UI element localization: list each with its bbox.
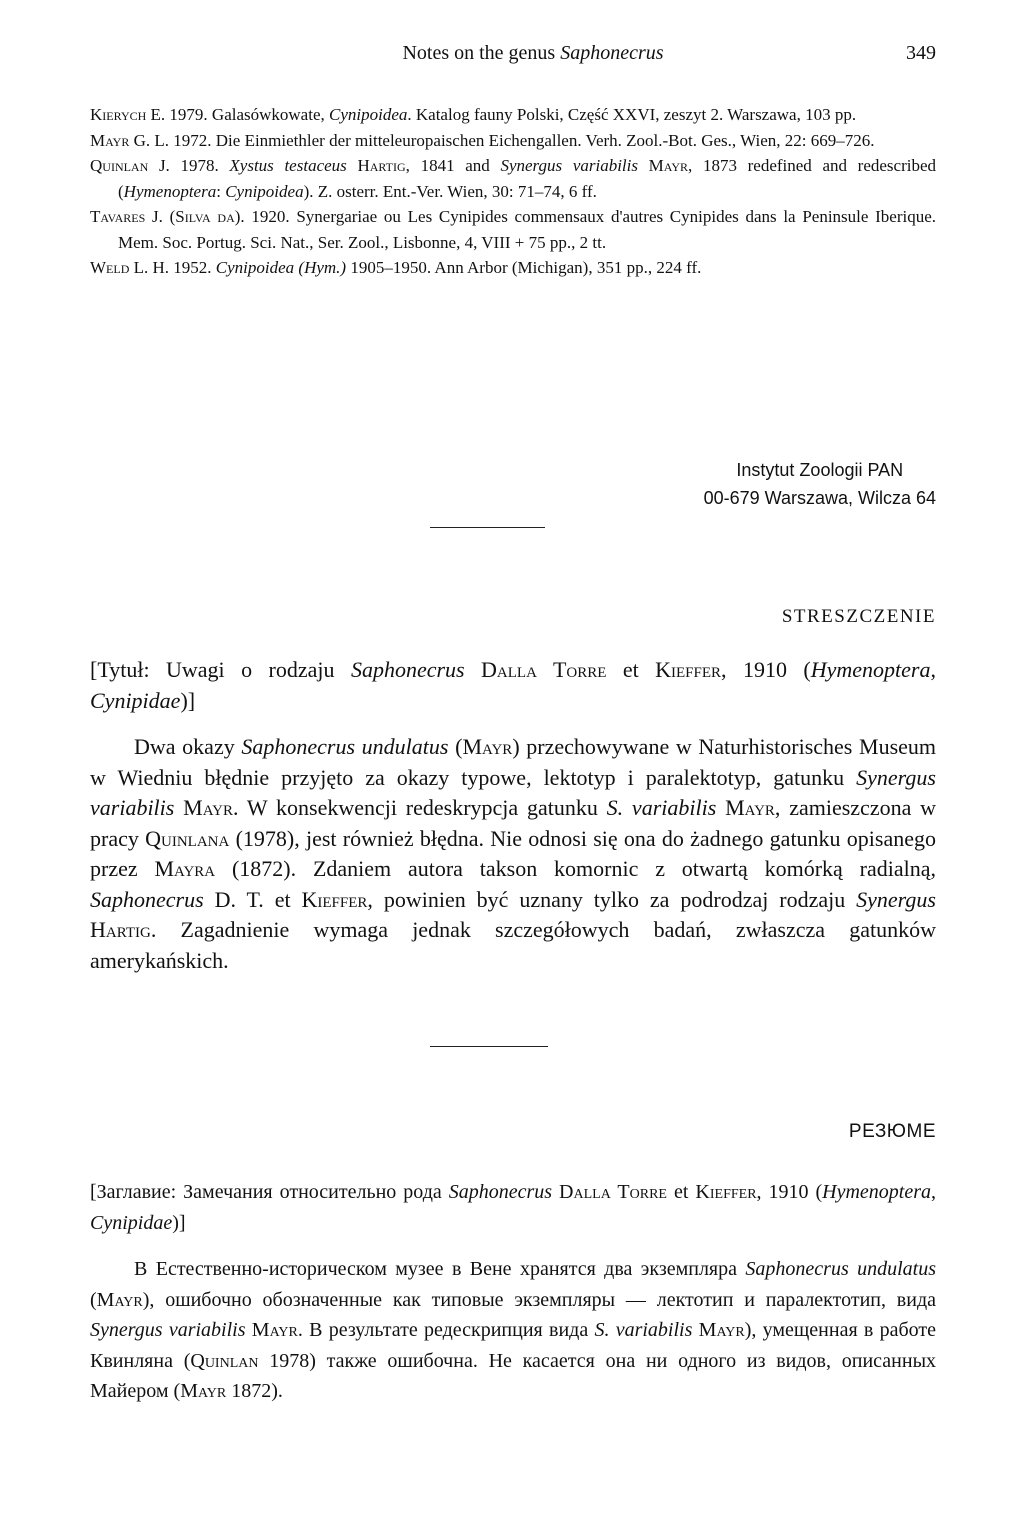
text-run: ) przechowywane w Naturhistorisches Museum w Wiedniu błędnie przyjęto za okazy typowe, lektotyp i paralektotyp, gatunku [90,734,937,790]
text-run: 1905–1950. Ann Arbor (Michigan), 351 pp., 224 ff. [346,258,702,277]
text-run: , 1841 and [405,156,501,175]
italic-text: Cynipidae [90,1211,173,1234]
section-divider [430,527,545,528]
text-run: ), ошибочно обозначенные как типовые экземпляры — лектотип и паралектотип, вида [142,1288,936,1311]
italic-text: Cynipoidea [225,181,304,201]
text-run [552,1181,559,1203]
text-run: . В результате редескрипция вида [297,1319,595,1341]
address-street: 00-679 Warszawa, Wilcza 64 [703,488,936,508]
italic-text: Cynipoidea (Hym.) [215,258,347,277]
page-number: 349 [906,42,936,64]
text-run: . Katalog fauny Polski, Część XXVI, zeszyt 2. Warszawa, 103 pp. [407,105,857,124]
author-name: Mayr [462,734,513,759]
russian-summary-title [90,1177,936,1238]
text-run: , powinien być uznany tylko za podrodzaj rodzaju [367,886,857,912]
text-run [174,795,183,820]
russian-summary-heading: РЕЗЮМЕ [848,1121,936,1142]
text-run: В Естественно-историческом музее в Вене хранятся два экземпляра [134,1258,746,1280]
running-title-genus: Saphonecrus [560,42,664,64]
text-run: . Zagadnienie wymaga jednak szczegółowych badań, zwłaszcza gatunków amerykańskich. [90,917,936,973]
reference-list [90,102,936,281]
text-run: , 1873 redefined and redescribed ( [118,156,937,201]
polish-summary-body [90,732,936,976]
reference-entry [90,128,936,154]
text-run: (1978), jest również błędna. Nie odnosi się ona do żadnego gatunku opisanego przez [90,825,937,881]
text-run: , zamieszczona w pracy [90,795,937,851]
reference-entry [90,204,936,255]
running-head [90,42,936,72]
author-name: Kieffer [655,657,722,682]
italic-text: Saphonecrus undulatus [241,734,449,759]
author-name: Mayr [96,1288,143,1311]
text-run: J. 1978. [148,156,230,175]
text-run: , [930,657,936,682]
author-name: Kieffer [695,1181,757,1203]
text-run: (1872). Zdaniem autora takson komornic z otwartą komórką radialną, [215,856,936,881]
italic-text: S. variabilis [594,1319,693,1341]
author-name: Hartig [357,156,406,175]
text-run: 1978) также ошибочна. Не касается она ни одного из видов, описанных Майером ( [90,1349,937,1402]
italic-text: Synergus variabilis [500,156,638,175]
author-name: Dalla Torre [481,657,607,682]
text-run: [Tytuł: Uwagi o rodzaju [90,657,351,682]
text-run: E. 1979. Galasówkowate, [146,105,329,124]
italic-text: Saphonecrus [448,1181,553,1203]
text-run: , 1910 ( [756,1181,823,1203]
author-name: Mayr [725,795,775,820]
text-run: : [216,181,226,201]
russian-summary-body [90,1254,936,1407]
italic-text: Synergus variabilis [90,1319,246,1341]
reference-entry [90,153,936,204]
italic-text: Saphonecrus undulatus [745,1258,937,1280]
italic-text: Saphonecrus [350,657,465,682]
text-run: ( [90,1288,97,1311]
text-run: et [606,657,656,682]
italic-text: Synergus variabilis [90,764,936,820]
section-divider [430,1046,548,1047]
reference-entry [90,102,936,128]
author-name: Kieffer [301,886,368,912]
polish-summary [90,655,936,976]
author-name: Silva da [175,207,235,226]
author-name: Hartig [90,917,151,942]
author-address [704,456,936,512]
text-run: 1872). [226,1380,283,1402]
text-run: . W konsekwencji redeskrypcja gatunku [233,795,607,820]
text-run: et [667,1181,696,1203]
author-name: Quinlan [190,1349,259,1372]
italic-text: Cynipidae [90,687,181,713]
address-institution: Instytut Zoologii PAN [736,460,904,480]
text-run: J. ( [145,207,176,226]
author-name: Mayr [698,1319,745,1341]
polish-summary-heading: STRESZCZENIE [781,606,936,627]
italic-text: Cynipoidea [329,105,408,124]
author-name: Mayr [180,1380,227,1402]
author-name: Mayr [251,1319,298,1341]
text-run: ), умещенная в работе Квинляна ( [90,1319,937,1372]
text-run: D. T. et [203,886,302,912]
text-run: , [931,1181,937,1203]
text-run [465,657,481,682]
russian-summary [90,1177,936,1407]
text-run: )] [172,1211,186,1234]
author-name: Quinlan [90,156,149,175]
author-name: Mayr [90,130,130,150]
text-run [716,795,725,820]
text-run: ( [448,734,463,759]
author-name: Mayra [154,856,216,881]
text-run: G. L. 1972. Die Einmiethler der mitteleuropaischen Eichengallen. Verh. Zool.-Bot. Ges., Wien, 22: 669–726. [129,130,875,150]
text-run: ). 1920. Synergariae ou Les Cynipides commensaux d'autres Cynipides dans la Peninsule Iberique. Mem. Soc. Portug. Sci. Nat., Ser. Zool., Lisbonne, 4, VIII + 75 pp., 2 tt. [118,207,937,252]
text-run: L. H. 1952. [129,258,216,277]
text-run: ). Z. osterr. Ent.-Ver. Wien, 30: 71–74, 6 ff. [303,181,597,201]
text-run [638,156,649,175]
text-run: [Заглавие: Замечания относительно рода [90,1181,449,1203]
reference-entry [90,255,936,281]
text-run: )] [180,687,196,713]
italic-text: Hymenoptera [123,181,217,201]
author-name: Weld [90,258,130,277]
running-title: Notes on the genus Saphonecrus [402,42,664,64]
author-name: Quinlana [145,825,230,851]
italic-text: Xystus testaceus [229,156,347,175]
author-name: Mayr [648,156,689,175]
italic-text: Hymenoptera [822,1181,932,1203]
text-run: , 1910 ( [721,657,811,682]
polish-summary-title [90,655,936,716]
author-name: Tavares [90,207,146,226]
italic-text: Saphonecrus [90,886,204,912]
italic-text: Synergus [856,886,936,912]
text-run [347,156,358,175]
italic-text: S. variabilis [606,795,717,820]
text-run: Dwa okazy [134,734,242,759]
author-name: Kierych [90,105,147,124]
author-name: Dalla Torre [559,1181,667,1203]
author-name: Mayr [183,795,233,820]
italic-text: Hymenoptera [810,657,931,682]
